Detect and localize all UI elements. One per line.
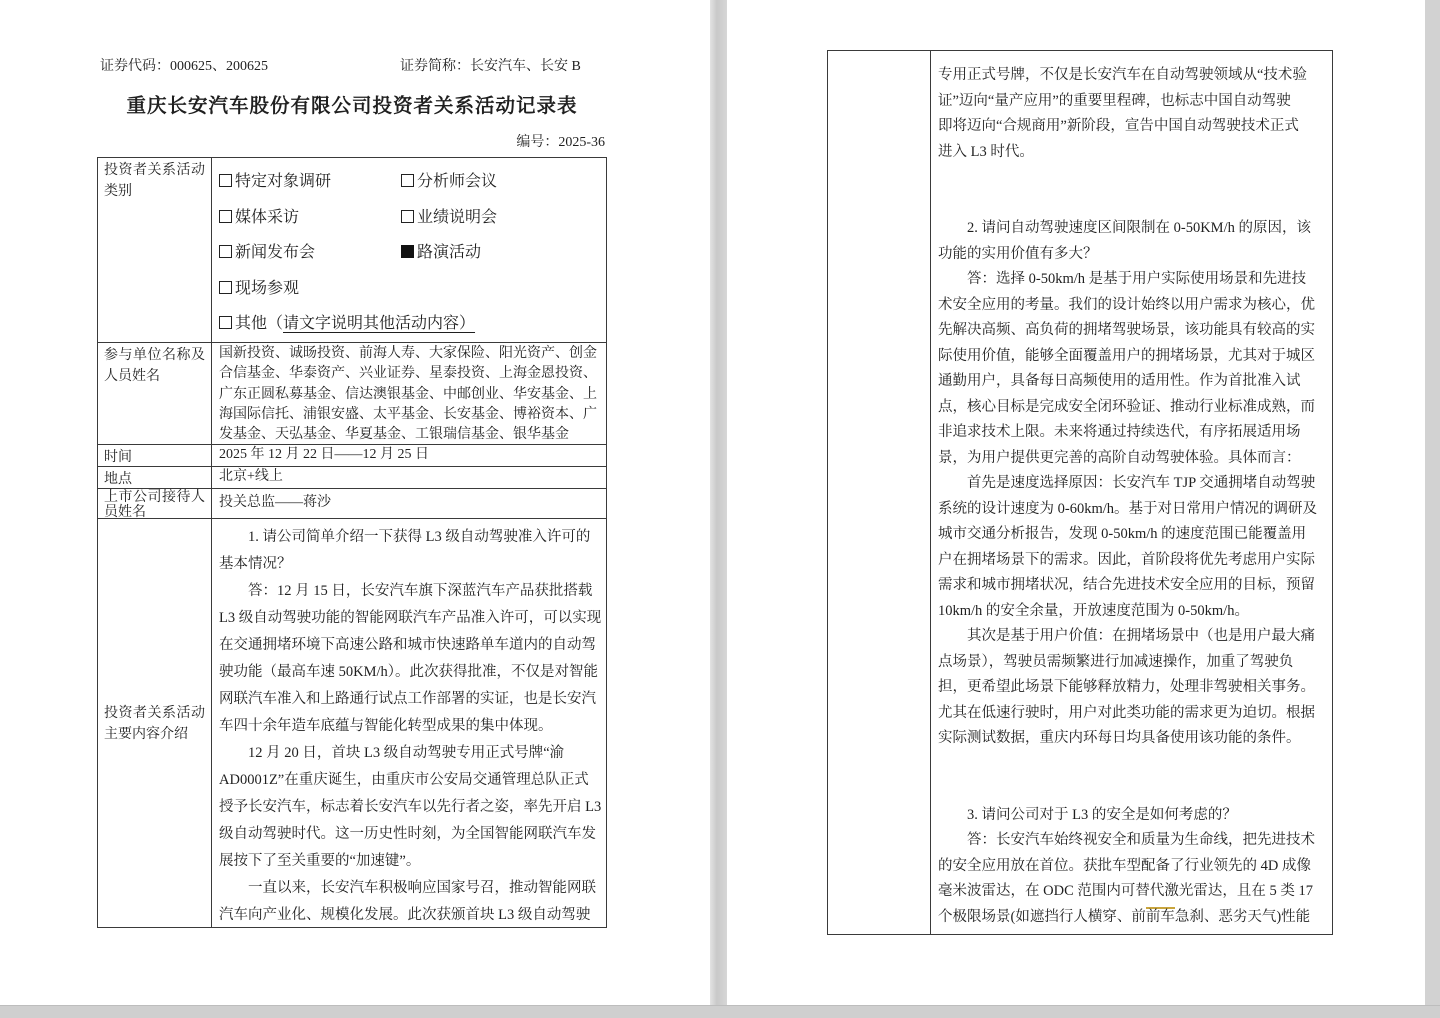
- row-label-empty: [828, 51, 931, 934]
- security-code: 证券代码：000625、200625: [100, 59, 268, 74]
- activity-option: [219, 164, 401, 200]
- content-line: 答：12 月 15 日，长安汽车旗下深蓝汽车产品获批搭载: [248, 583, 593, 599]
- content-line: AD0001Z”在重庆诞生，由重庆市公安局交通管理总队正式: [219, 772, 589, 788]
- content-line: 担，更希望此场景下能够释放精力，处理非驾驶相关事务。: [938, 679, 1315, 695]
- content-line: 基本情况？: [219, 556, 292, 572]
- content-line: 10km/h 的安全余量，开放速度范围为 0-50km/h。: [938, 602, 1249, 619]
- activity-option-other: [219, 306, 601, 342]
- checkbox-icon: [401, 210, 414, 223]
- content-line: 即将迈向“合规商用”新阶段，宣告中国自动驾驶技术正式: [938, 118, 1299, 134]
- option-label: 路演活动: [417, 244, 482, 261]
- content-line: 景，为用户提供更完善的高阶自动驾驶体验。具体而言：: [938, 449, 1301, 466]
- row-label: 时间: [98, 445, 212, 466]
- checkbox-icon: [219, 174, 232, 187]
- row-reception: [98, 488, 606, 518]
- page-title: 重庆长安汽车股份有限公司投资者关系活动记录表: [126, 96, 578, 117]
- row-label: 上市公司接待人员姓名: [98, 489, 212, 518]
- page-gap-divider: [710, 0, 727, 1005]
- content-line: 证”迈向“量产应用”的重要里程碑，也标志中国自动驾驶: [938, 92, 1291, 109]
- activity-option: [219, 200, 401, 236]
- content-line: 网联汽车准入和上路通行试点工作部署的实证，也是长安汽: [219, 691, 596, 707]
- reception-value: 投关总监——蒋沙: [219, 495, 331, 510]
- content-line: [938, 191, 1327, 217]
- content-line: 在交通拥堵环境下高速公路和城市快速路单车道内的自动驾: [219, 637, 596, 653]
- content-line: 级自动驾驶时代。这一历史性时刻，为全国智能网联汽车发: [219, 826, 596, 842]
- activity-option: [219, 271, 401, 307]
- main-content-cell: [212, 519, 606, 928]
- checkbox-icon: [219, 316, 232, 329]
- activity-option: [401, 200, 601, 236]
- content-line: 实际测试数据，重庆内环每日均具备使用该功能的条件。: [938, 730, 1301, 746]
- content-line: 功能的实用价值有多大？: [938, 245, 1098, 262]
- content-line: [938, 165, 1327, 191]
- content-line: 需求和城市拥堵状况，结合先进技术安全应用的目标，预留: [938, 577, 1315, 593]
- checkbox-icon: [401, 174, 414, 187]
- content-line: 的安全应用放在首位。获批车型配备了行业领先的 4D 成像: [938, 857, 1311, 874]
- time-value: 2025 年 12 月 22 日——12 月 25 日: [219, 447, 429, 462]
- checkbox-checked-icon: [401, 245, 414, 258]
- activity-option: [401, 164, 601, 200]
- content-line: 答：选择 0-50km/h 是基于用户实际使用场景和先进技: [967, 271, 1307, 287]
- content-line: 车四十余年造车底蕴与智能化转型成果的集中体现。: [219, 718, 553, 734]
- content-line: 展按下了至关重要的“加速键”。: [219, 853, 421, 869]
- content-line: 汽车向产业化、规模化发展。此次获颁首块 L3 级自动驾驶: [219, 907, 591, 923]
- content-line: 点，核心目标是完成安全闭环验证、推动行业标准成熟，而: [938, 398, 1315, 415]
- place-value: 北京+线上: [219, 469, 283, 484]
- content-line: 术安全应用的考量。我们的设计始终以用户需求为核心，优: [938, 296, 1315, 313]
- row-label: 投资者关系活动类别: [98, 158, 212, 342]
- content-line: 授予长安汽车，标志着长安汽车以先行者之姿，率先开启 L3: [219, 799, 601, 815]
- row-main-content: [98, 518, 606, 928]
- checkbox-icon: [219, 281, 232, 294]
- document-page-2: [727, 0, 1425, 1005]
- row-participants: [98, 342, 606, 444]
- doc-number: 编号：2025-36: [516, 135, 605, 150]
- security-abbr: 证券简称：长安汽车、长安 B: [400, 59, 581, 74]
- content-line: 点场景），驾驶员需频繁进行加减速操作，加重了驾驶负: [938, 653, 1294, 670]
- content-line: 进入 L3 时代。: [938, 143, 1034, 160]
- viewer-bottom-margin: [0, 1005, 1440, 1018]
- content-line: 通勤用户，具备每日高频使用的适用性。作为首批准入试: [938, 373, 1301, 389]
- option-label: 业绩说明会: [417, 208, 498, 226]
- activity-options: [219, 158, 601, 306]
- option-label: 其他（: [235, 315, 284, 332]
- row-activity-type: [98, 158, 606, 342]
- participants-cell: [212, 343, 606, 444]
- participant-line: 广东正圆私募基金、信达澳银基金、中邮创业、华安基金、上: [219, 386, 597, 402]
- proof-mark: 前车: [1145, 908, 1175, 925]
- content-line: 12 月 20 日，首块 L3 级自动驾驶专用正式号牌“渝: [248, 745, 565, 761]
- participant-line: 国新投资、诚旸投资、前海人寿、大家保险、阳光资产、创金: [219, 346, 597, 361]
- option-label: 分析师会议: [417, 173, 498, 190]
- content-line: 际使用价值，能够全面覆盖用户的拥堵场景，尤其对于城区: [938, 347, 1315, 364]
- option-label: 特定对象调研: [235, 173, 332, 190]
- checkbox-icon: [219, 245, 232, 258]
- row-place: [98, 466, 606, 488]
- content-line: [938, 777, 1327, 803]
- content-line: 1. 请公司简单介绍一下获得 L3 级自动驾驶准入许可的: [248, 529, 591, 545]
- content-line: 答：长安汽车始终视安全和质量为生命线，把先进技术: [967, 832, 1315, 848]
- participant-line: 发基金、天弘基金、华夏基金、工银瑞信基金、银华基金: [219, 427, 569, 443]
- participant-line: 海国际信托、浦银安盛、太平基金、长安基金、博裕资本、广: [219, 406, 597, 422]
- content-line: 2. 请问自动驾驶速度区间限制在 0-50KM/h 的原因，该: [967, 220, 1311, 236]
- content-line: 非追求技术上限。未来将通过持续迭代，有序拓展适用场: [938, 424, 1301, 440]
- option-label: 媒体采访: [235, 208, 300, 226]
- option-label: 现场参观: [235, 279, 300, 297]
- content-line: 首先是速度选择原因：长安汽车 TJP 交通拥堵自动驾驶: [967, 475, 1316, 491]
- row-label: 地点: [98, 467, 212, 488]
- content-line: 个极限场景(如遮挡行人横穿、前前车急刹、恶劣天气)性能: [938, 908, 1311, 925]
- option-other-note: 请文字说明其他活动内容）: [283, 315, 476, 332]
- content-line: 先解决高频、高负荷的拥堵驾驶场景，该功能具有较高的实: [938, 322, 1315, 338]
- content-line: 户在拥堵场景下的需求。因此，首阶段将优先考虑用户实际: [938, 551, 1315, 568]
- content-line: L3 级自动驾驶功能的智能网联汽车产品准入许可，可以实现: [219, 610, 601, 626]
- record-table-continued: [827, 50, 1333, 935]
- document-page-1: [0, 0, 710, 1005]
- content-line: 城市交通分析报告，发现 0-50km/h 的速度范围已能覆盖用: [938, 526, 1307, 542]
- activity-option: [401, 235, 601, 271]
- checkbox-icon: [219, 210, 232, 223]
- content-line: 3. 请问公司对于 L3 的安全是如何考虑的？: [967, 806, 1237, 823]
- row-time: [98, 444, 606, 466]
- record-table: [97, 157, 607, 928]
- viewer-right-margin: [1425, 0, 1440, 1005]
- option-label: 新闻发布会: [235, 244, 316, 261]
- activity-options-cell: [212, 158, 606, 342]
- content-line: 驶功能（最高车速 50KM/h）。此次获得批准，不仅是对智能: [219, 664, 599, 680]
- content-line: [938, 752, 1327, 778]
- activity-option: [219, 235, 401, 271]
- main-content-cell-page2: [931, 51, 1332, 934]
- content-line: 尤其在低速行驶时，用户对此类功能的需求更为迫切。根据: [938, 704, 1315, 721]
- row-main-content-continued: [828, 51, 1332, 934]
- content-line: 系统的设计速度为 0-60km/h。基于对日常用户情况的调研及: [938, 500, 1318, 517]
- content-line: 专用正式号牌，不仅是长安汽车在自动驾驶领域从“技术验: [938, 67, 1307, 83]
- row-label: 参与单位名称及人员姓名: [98, 343, 212, 444]
- row-label: 投资者关系活动主要内容介绍: [98, 519, 212, 928]
- content-line: 毫米波雷达，在 ODC 范围内可替代激光雷达，且在 5 类 17: [938, 883, 1313, 899]
- content-line: 一直以来，长安汽车积极响应国家号召，推动智能网联: [248, 880, 596, 896]
- content-line: 其次是基于用户价值：在拥堵场景中（也是用户最大痛: [967, 628, 1315, 644]
- participant-line: 合信基金、华泰资产、兴业证券、星泰投资、上海金恩投资、: [219, 366, 597, 382]
